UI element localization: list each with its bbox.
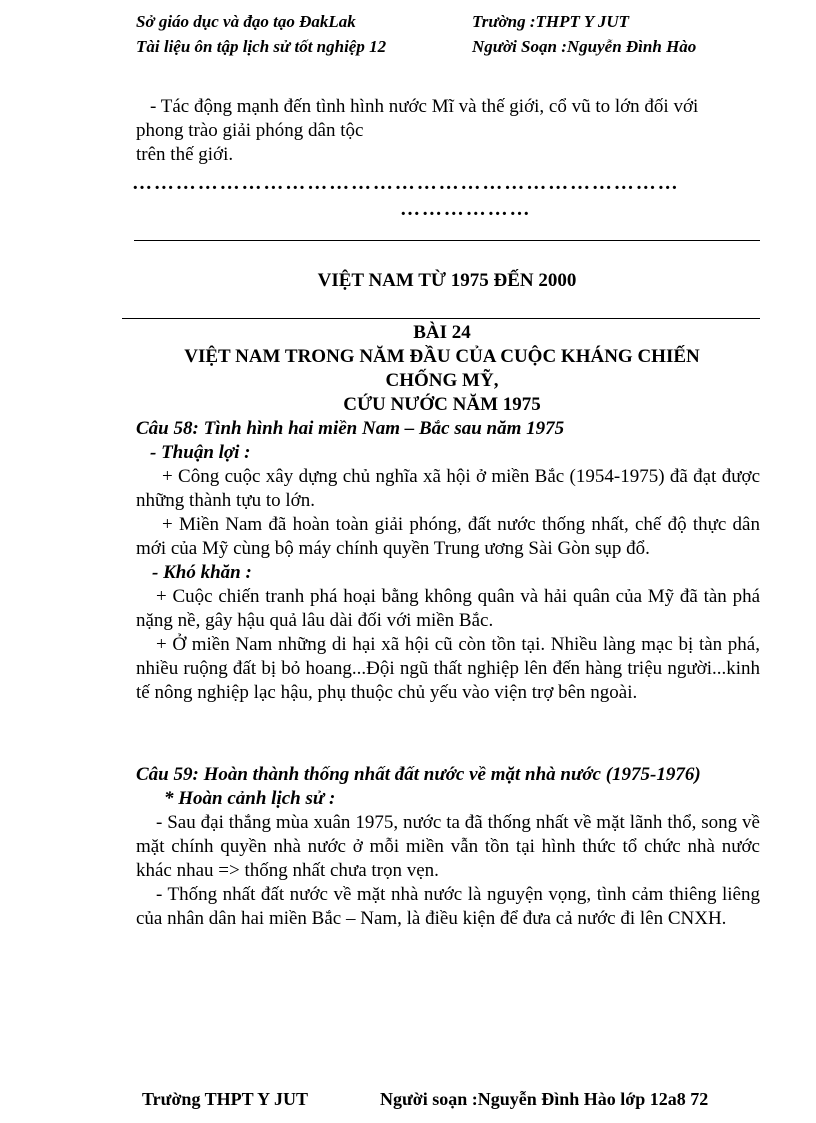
question-58-title: Câu 58: Tình hình hai miền Nam – Bắc sau năm 1975 <box>136 418 565 439</box>
horizontal-rule-2 <box>122 318 760 319</box>
lesson-number: BÀI 24 <box>413 322 471 343</box>
header-document-title: Tài liệu ôn tập lịch sử tốt nghiệp 12 <box>136 37 387 56</box>
context-paragraph-2: - Thống nhất đất nước về mặt nhà nước là nguyện vọng, tình cảm thiêng liêng của nhân dân hai miền Bắc – Nam, là điều kiện để đưa cả nước đi lên CNXH. <box>136 884 760 929</box>
dotted-separator-2: ……………… <box>400 198 532 220</box>
intro-line-2: phong trào giải phóng dân tộc <box>136 120 364 141</box>
lesson-title-line-3: CỨU NƯỚC NĂM 1975 <box>343 394 541 415</box>
difficulty-1: + Cuộc chiến tranh phá hoại bằng không quân và hải quân của Mỹ đã tàn phá nặng nề, gây hậu quả lâu dài đối với miền Bắc. <box>136 586 760 631</box>
intro-line-3: trên thế giới. <box>136 144 234 165</box>
advantage-1: + Công cuộc xây dựng chủ nghĩa xã hội ở miền Bắc (1954-1975) đã đạt được những thành tựu to lớn. <box>136 466 760 511</box>
intro-line-1: - Tác động mạnh đến tình hình nước Mĩ và thế giới, cổ vũ to lớn đối với <box>150 96 699 117</box>
footer-author: Người soạn :Nguyễn Đình Hào lớp 12a8 72 <box>380 1089 709 1109</box>
horizontal-rule-1 <box>134 240 760 241</box>
lesson-title-line-2: CHỐNG MỸ, <box>385 370 499 391</box>
difficulty-2: + Ở miền Nam những di hại xã hội cũ còn tồn tại. Nhiều làng mạc bị tàn phá, nhiều ruộng đất bị bỏ hoang...Đội ngũ thất nghiệp lên đến hàng triệu người...kinh tế nông nghiệp lạc hậu, phụ thuộc chủ yếu vào viện trợ bên ngoài. <box>136 634 760 703</box>
header-school: Trường :THPT Y JUT <box>472 12 630 31</box>
difficulties-label: - Khó khăn : <box>152 562 252 583</box>
context-paragraph-1: - Sau đại thắng mùa xuân 1975, nước ta đã thống nhất về mặt lãnh thổ, song về mặt chính quyền nhà nước ở mỗi miền vẫn tồn tại hình thức tổ chức nhà nước khác nhau => thống nhất chưa trọn vẹn. <box>136 812 760 881</box>
page-header-line-1 <box>136 12 629 32</box>
lesson-title-line-1: VIỆT NAM TRONG NĂM ĐẦU CỦA CUỘC KHÁNG CHIẾN <box>184 346 700 367</box>
footer-school: Trường THPT Y JUT <box>142 1089 308 1109</box>
question-58-section <box>136 417 760 705</box>
historical-context-label: * Hoàn cảnh lịch sử : <box>164 788 336 809</box>
question-59-section <box>136 763 760 931</box>
header-department: Sở giáo dục và đạo tạo ĐakLak <box>136 12 356 31</box>
page-header-line-2 <box>136 37 696 57</box>
dotted-separator-1: ………………………………………………………………… <box>132 172 680 194</box>
question-59-title: Câu 59: Hoàn thành thống nhất đất nước về mặt nhà nước (1975-1976) <box>136 764 701 785</box>
page-footer <box>142 1089 708 1110</box>
section-title: VIỆT NAM TỪ 1975 ĐẾN 2000 <box>317 270 577 291</box>
intro-paragraph <box>136 95 786 167</box>
advantages-label: - Thuận lợi : <box>150 442 251 463</box>
lesson-heading <box>136 321 748 417</box>
advantage-2: + Miền Nam đã hoàn toàn giải phóng, đất nước thống nhất, chế độ thực dân mới của Mỹ cùng bộ máy chính quyền Trung ương Sài Gòn sụp đổ. <box>136 514 760 559</box>
header-author: Người Soạn :Nguyễn Đình Hào <box>472 37 697 56</box>
